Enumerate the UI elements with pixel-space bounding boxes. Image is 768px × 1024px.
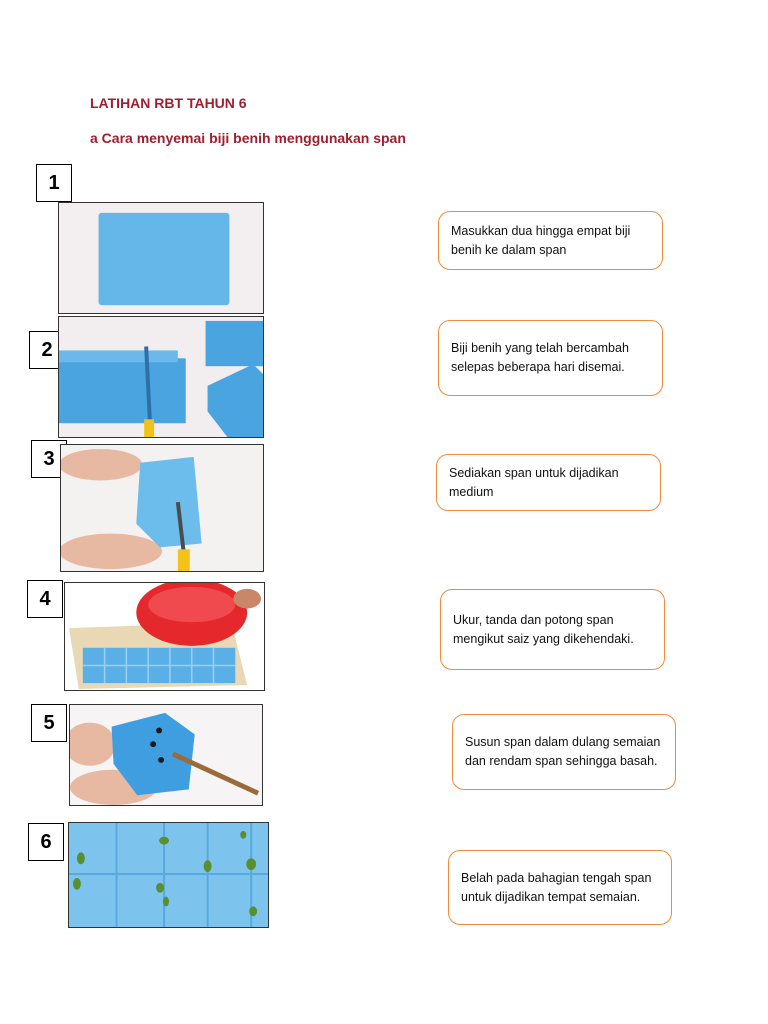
step-number-4: 4 bbox=[27, 580, 63, 618]
statement-card-1 bbox=[438, 211, 663, 270]
step-3-splitting-image bbox=[60, 444, 264, 572]
statement-card-3 bbox=[436, 454, 661, 511]
statement-text: Susun span dalam dulang semaian dan rendam span sehingga basah. bbox=[465, 735, 661, 768]
step-5-poking-image bbox=[69, 704, 263, 806]
step-number-6: 6 bbox=[28, 823, 64, 861]
step-1-sponge-image bbox=[58, 202, 264, 314]
step-number-2: 2 bbox=[29, 331, 65, 369]
step-number-1: 1 bbox=[36, 164, 72, 202]
step-2-cutting-image bbox=[58, 316, 264, 438]
step-6-seedlings-image bbox=[68, 822, 269, 928]
worksheet-subtitle: a Cara menyemai biji benih menggunakan span bbox=[90, 130, 406, 146]
step-number-3: 3 bbox=[31, 440, 67, 478]
statement-text: Belah pada bahagian tengah span untuk dijadikan tempat semaian. bbox=[461, 870, 652, 904]
worksheet-title: LATIHAN RBT TAHUN 6 bbox=[90, 95, 247, 111]
statement-text: Masukkan dua hingga empat biji benih ke dalam span bbox=[451, 223, 631, 257]
statement-card-4 bbox=[440, 589, 665, 670]
statement-card-2 bbox=[438, 320, 663, 396]
step-4-soaking-image bbox=[64, 582, 265, 691]
statement-text: Sediakan span untuk dijadikan medium bbox=[449, 465, 619, 499]
statement-text: Ukur, tanda dan potong span mengikut saiz yang dikehendaki. bbox=[453, 612, 634, 646]
statement-text: Biji benih yang telah bercambah selepas beberapa hari disemai. bbox=[451, 341, 629, 374]
statement-card-5 bbox=[452, 714, 676, 790]
step-number-5: 5 bbox=[31, 704, 67, 742]
statement-card-6 bbox=[448, 850, 672, 925]
